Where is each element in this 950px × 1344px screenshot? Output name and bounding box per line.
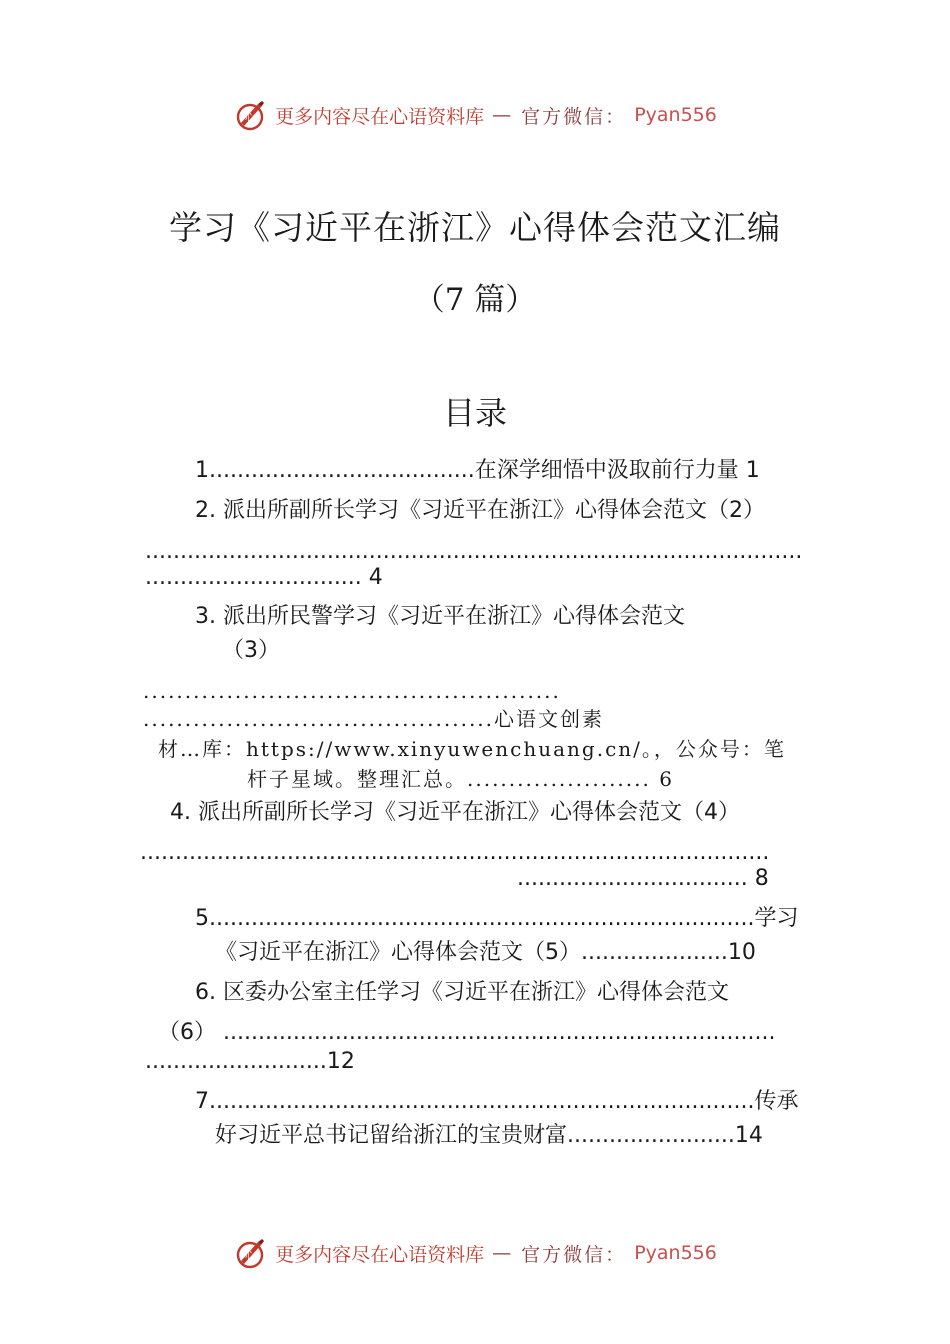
document-title: 学习《习近平在浙江》心得体会范文汇编 xyxy=(169,208,781,247)
toc-entry-3-line-3[interactable]: .................................................. xyxy=(143,679,561,703)
toc-entry-7-line-1[interactable]: 7..............................................................................传承 xyxy=(195,1089,799,1114)
svg-text:心: 心 xyxy=(245,1251,256,1262)
toc-entry-2-line-1[interactable]: 2. 派出所副所长学习《习近平在浙江》心得体会范文（2） xyxy=(195,498,765,523)
banner-wechat-id: Pyan556 xyxy=(634,104,717,126)
banner-dash: — xyxy=(492,1242,514,1264)
header-banner xyxy=(0,95,950,135)
toc-entry-4-line-3[interactable]: ................................. 8 xyxy=(517,866,769,891)
toc-entry-3-line-1[interactable]: 3. 派出所民警学习《习近平在浙江》心得体会范文 xyxy=(195,604,685,629)
banner-wechat-id: Pyan556 xyxy=(634,1242,717,1264)
banner-main-text: 更多内容尽在心语资料库 xyxy=(275,1243,485,1266)
toc-entry-5-line-1[interactable]: 5..............................................................................学习 xyxy=(195,906,799,931)
footer-banner xyxy=(0,1233,950,1273)
toc-entry-4-line-1[interactable]: 4. 派出所副所长学习《习近平在浙江》心得体会范文（4） xyxy=(170,800,740,825)
banner-label: 官方微信： xyxy=(521,1243,627,1266)
banner-label: 官方微信： xyxy=(521,105,627,128)
toc-entry-3-line-4[interactable]: ..........................................心语文创素 xyxy=(143,707,605,731)
quill-pen-logo-icon xyxy=(233,1236,267,1270)
toc-entry-2-line-2[interactable]: .............................................................................................. xyxy=(145,539,803,564)
banner-main-text: 更多内容尽在心语资料库 xyxy=(275,105,485,128)
toc-entry-3-line-6[interactable]: 杆子星域。整理汇总。...................... 6 xyxy=(247,767,674,791)
toc-entry-5-line-2[interactable]: 《习近平在浙江》心得体会范文（5）.....................10 xyxy=(215,940,756,965)
banner-dash: — xyxy=(492,104,514,126)
toc-entry-2-line-3[interactable]: ............................... 4 xyxy=(145,565,383,590)
document-subtitle: （7 篇） xyxy=(413,282,537,318)
toc-entry-6-line-1[interactable]: 6. 区委办公室主任学习《习近平在浙江》心得体会范文 xyxy=(195,980,729,1005)
toc-entry-6-line-2[interactable]: （6） ............................................................................... xyxy=(158,1020,776,1045)
toc-entry-1-line-1[interactable]: 1......................................在深学细悟中汲取前行力量 1 xyxy=(195,458,760,483)
toc-heading: 目录 xyxy=(442,394,507,432)
toc-entry-7-line-2[interactable]: 好习近平总书记留给浙江的宝贵财富........................14 xyxy=(215,1123,763,1148)
toc-entry-6-line-3[interactable]: ..........................12 xyxy=(145,1049,355,1074)
quill-pen-logo-icon xyxy=(233,98,267,132)
toc-entry-4-line-2[interactable]: .......................................................................................... xyxy=(140,840,770,865)
toc-entry-3-line-5[interactable]: 材…库：https://www.xinyuwenchuang.cn/。，公众号：笔 xyxy=(158,737,786,761)
toc-entry-3-line-2[interactable]: （3） xyxy=(222,638,280,663)
svg-text:心: 心 xyxy=(245,113,256,124)
